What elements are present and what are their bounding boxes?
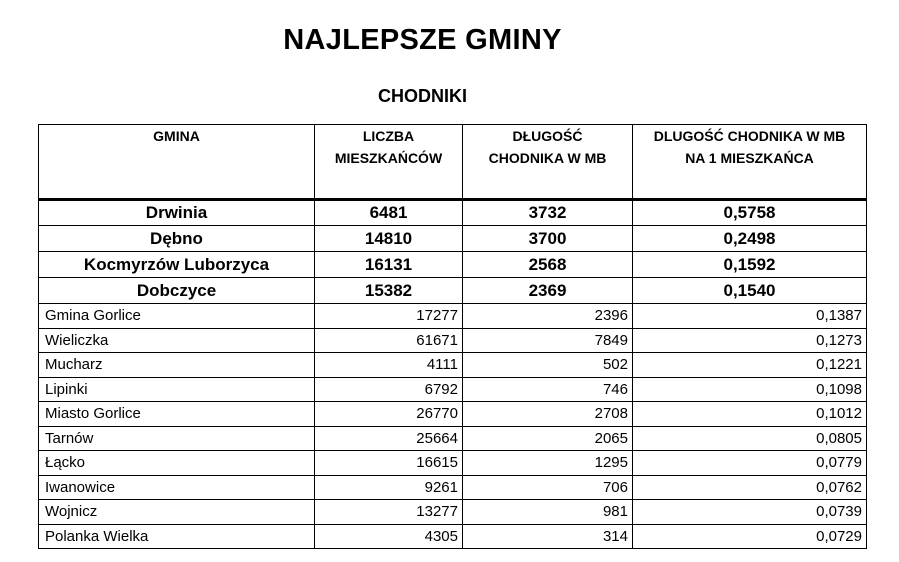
table-row <box>39 377 867 402</box>
cell-ratio: 0,1592 <box>633 252 867 278</box>
cell-length: 3700 <box>463 226 633 252</box>
cell-population: 15382 <box>315 278 463 304</box>
cell-ratio: 0,0729 <box>633 524 867 549</box>
table-row <box>39 500 867 525</box>
cell-ratio: 0,1098 <box>633 377 867 402</box>
cell-population: 14810 <box>315 226 463 252</box>
cell-gmina: Wieliczka <box>39 328 315 353</box>
header-population-line2: MIESZKAŃCÓW <box>334 150 443 166</box>
cell-population: 16131 <box>315 252 463 278</box>
table-row <box>39 475 867 500</box>
header-length <box>463 125 633 200</box>
table-row <box>39 353 867 378</box>
cell-population: 6481 <box>315 200 463 226</box>
cell-population: 6792 <box>315 377 463 402</box>
cell-length: 314 <box>463 524 633 549</box>
cell-ratio: 0,1221 <box>633 353 867 378</box>
header-ratio-line1: DLUGOŚĆ CHODNIKA W MB <box>653 128 846 144</box>
cell-gmina: Dobczyce <box>39 278 315 304</box>
cell-gmina: Łącko <box>39 451 315 476</box>
cell-population: 25664 <box>315 426 463 451</box>
page-title: NAJLEPSZE GMINY <box>283 24 562 56</box>
header-length-line1: DŁUGOŚĆ <box>512 128 583 144</box>
top-table-row <box>39 278 867 304</box>
table-header-row <box>39 125 867 200</box>
cell-ratio: 0,0762 <box>633 475 867 500</box>
table-row <box>39 402 867 427</box>
top-table-row <box>39 200 867 226</box>
cell-length: 2568 <box>463 252 633 278</box>
table-row <box>39 328 867 353</box>
cell-population: 17277 <box>315 304 463 329</box>
cell-ratio: 0,1540 <box>633 278 867 304</box>
cell-ratio: 0,0805 <box>633 426 867 451</box>
cell-ratio: 0,1273 <box>633 328 867 353</box>
cell-gmina: Miasto Gorlice <box>39 402 315 427</box>
cell-population: 9261 <box>315 475 463 500</box>
cell-population: 16615 <box>315 451 463 476</box>
table-row <box>39 304 867 329</box>
cell-gmina: Mucharz <box>39 353 315 378</box>
header-ratio-line2: NA 1 MIESZKAŃCA <box>685 150 814 166</box>
cell-gmina: Drwinia <box>39 200 315 226</box>
table-body <box>39 200 867 549</box>
cell-ratio: 0,2498 <box>633 226 867 252</box>
cell-length: 3732 <box>463 200 633 226</box>
cell-length: 981 <box>463 500 633 525</box>
top-table-row <box>39 252 867 278</box>
cell-gmina: Wojnicz <box>39 500 315 525</box>
cell-length: 502 <box>463 353 633 378</box>
header-gmina: GMINA <box>39 125 315 200</box>
cell-population: 4111 <box>315 353 463 378</box>
header-population-line1: LICZBA <box>362 128 415 144</box>
cell-ratio: 0,5758 <box>633 200 867 226</box>
cell-gmina: Lipinki <box>39 377 315 402</box>
cell-population: 26770 <box>315 402 463 427</box>
cell-length: 746 <box>463 377 633 402</box>
cell-gmina: Polanka Wielka <box>39 524 315 549</box>
top-table-row <box>39 226 867 252</box>
cell-gmina: Dębno <box>39 226 315 252</box>
cell-length: 7849 <box>463 328 633 353</box>
cell-ratio: 0,1387 <box>633 304 867 329</box>
cell-length: 2065 <box>463 426 633 451</box>
table-row <box>39 524 867 549</box>
cell-population: 61671 <box>315 328 463 353</box>
cell-length: 2396 <box>463 304 633 329</box>
header-ratio <box>633 125 867 200</box>
cell-gmina: Tarnów <box>39 426 315 451</box>
cell-ratio: 0,0739 <box>633 500 867 525</box>
cell-length: 2708 <box>463 402 633 427</box>
header-length-line2: CHODNIKA W MB <box>488 150 607 166</box>
cell-population: 13277 <box>315 500 463 525</box>
cell-length: 2369 <box>463 278 633 304</box>
table-row <box>39 426 867 451</box>
ranking-table <box>38 124 867 549</box>
cell-ratio: 0,1012 <box>633 402 867 427</box>
header-population <box>315 125 463 200</box>
cell-population: 4305 <box>315 524 463 549</box>
cell-gmina: Gmina Gorlice <box>39 304 315 329</box>
cell-ratio: 0,0779 <box>633 451 867 476</box>
cell-gmina: Iwanowice <box>39 475 315 500</box>
cell-length: 706 <box>463 475 633 500</box>
cell-length: 1295 <box>463 451 633 476</box>
cell-gmina: Kocmyrzów Luborzyca <box>39 252 315 278</box>
table-row <box>39 451 867 476</box>
section-subtitle: CHODNIKI <box>378 86 467 106</box>
